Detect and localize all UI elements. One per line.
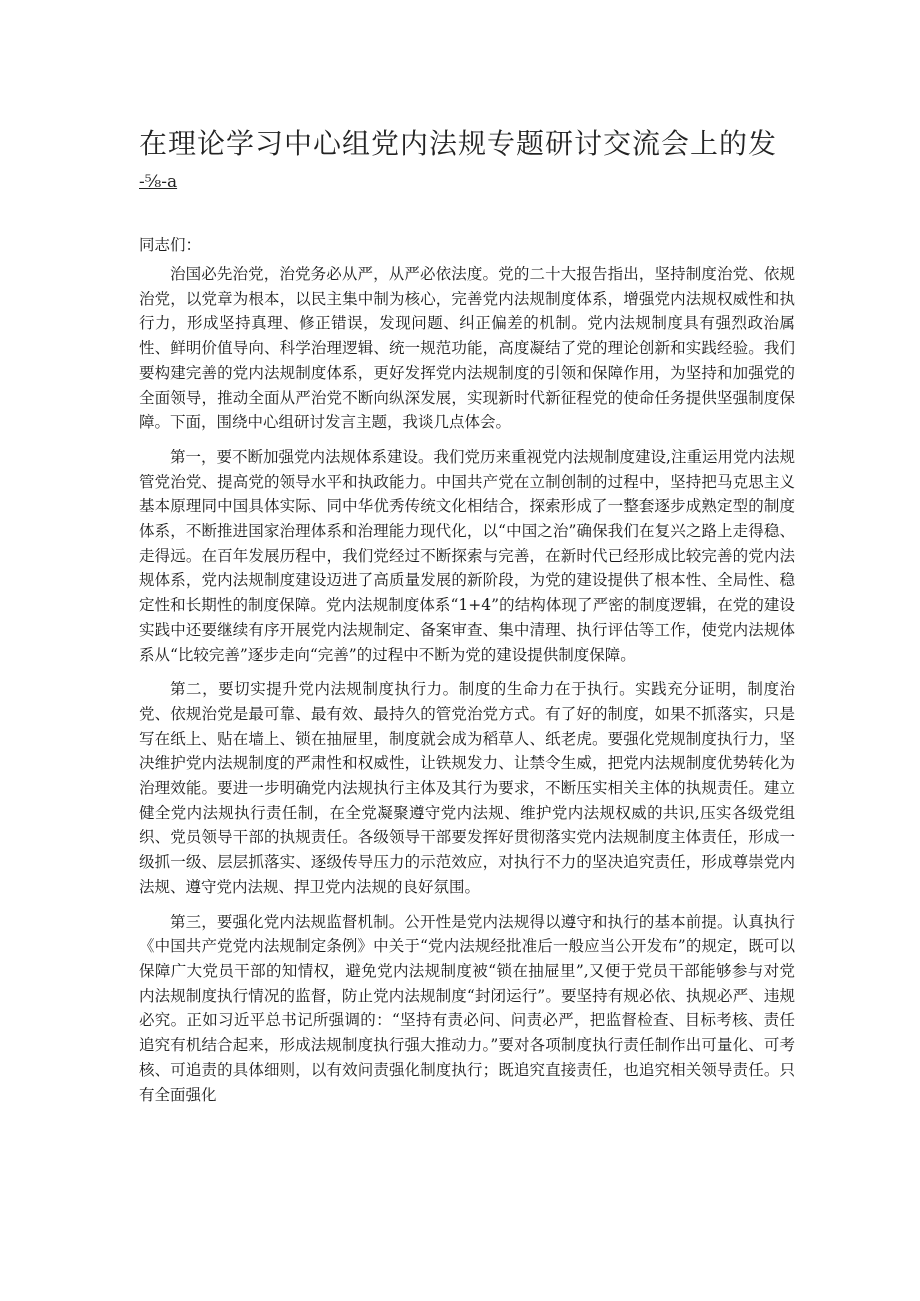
paragraph-third-point: 第三，要强化党内法规监督机制。公开性是党内法规得以遵守和执行的基本前提。认真执行《中国共产党党内法规制定条例》中关于“党内法规经批准后一般应当公开发布”的规定，既可以保障广大党员干部的知情权，避免党内法规制度被“锁在抽屉里”,又便于党员干部能够参与对党内法规制度执行情况的监督，防止党内法规制度“封闭运行”。要坚持有规必依、执规必严、违规必究。正如习近平总书记所强调的：“坚持有责必问、问责必严，把监督检查、目标考核、责任追究有机结合起来，形成法规制度执行强大推动力。”要对各项制度执行责任制作出可量化、可考核、可追责的具体细则，以有效问责强化制度执行；既追究直接责任，也追究相关领导责任。只有全面强化 — [139, 912, 795, 1104]
document-title: 在理论学习中心组党内法规专题研讨交流会上的发 — [139, 127, 778, 160]
paragraph-intro: 治国必先治党，治党务必从严，从严必依法度。党的二十大报告指出，坚持制度治党、依规治党，以党章为根本，以民主集中制为核心，完善党内法规制度体系，增强党内法规权威性和执行力，形成坚持真理、修正错误，发现问题、纠正偏差的机制。党内法规制度具有强烈政治属性、鲜明价值导向、科学治理逻辑、统一规范功能，高度凝结了党的理论创新和实践经验。我们要构建完善的党内法规制度体系，更好发挥党内法规制度的引领和保障作用，为坚持和加强党的全面领导，推动全面从严治党不断向纵深发展，实现新时代新征程党的使命任务提供坚强制度保障。下面，围绕中心组研讨发言主题，我谈几点体会。 — [139, 265, 795, 432]
paragraph-first-point: 第一，要不断加强党内法规体系建设。我们党历来重视党内法规制度建设,注重运用党内法规管党治党、提高党的领导水平和执政能力。中国共产党在立制创制的过程中，坚持把马克思主义基本原理同中国具体实际、同中华优秀传统文化相结合，探索形成了一整套逐步成熟定型的制度体系，不断推进国家治理体系和治理能力现代化，以“中国之治”确保我们在复兴之路上走得稳、走得远。在百年发展历程中，我们党经过不断探索与完善，在新时代已经形成比较完善的党内法规体系，党内法规制度建设迈进了高质量发展的新阶段，为党的建设提供了根本性、全局性、稳定性和长期性的制度保障。党内法规制度体系“1+4”的结构体现了严密的制度逻辑，在党的建设实践中还要继续有序开展党内法规制定、备案审查、集中清理、执行评估等工作，使党内法规体系从“比较完善”逐步走向“完善”的过程中不断为党的建设提供制度保障。 — [139, 447, 795, 664]
document-title-continuation: -⅝-a — [139, 172, 178, 192]
paragraph-second-point: 第二，要切实提升党内法规制度执行力。制度的生命力在于执行。实践充分证明，制度治党、依规治党是最可靠、最有效、最持久的管党治党方式。有了好的制度，如果不抓落实，只是写在纸上、贴在墙上、锁在抽屉里，制度就会成为稻草人、纸老虎。要强化党规制度执行力，坚决维护党内法规制度的严肃性和权威性，让铁规发力、让禁令生威，把党内法规制度优势转化为治理效能。要进一步明确党内法规执行主体及其行为要求，不断压实相关主体的执规责任。建立健全党内法规执行责任制，在全党凝聚遵守党内法规、维护党内法规权威的共识,压实各级党组织、党员领导干部的执规责任。各级领导干部要发挥好贯彻落实党内法规制度主体责任，形成一级抓一级、层层抓落实、逐级传导压力的示范效应，对执行不力的坚决追究责任，形成尊崇党内法规、遵守党内法规、捍卫党内法规的良好氛围。 — [139, 680, 795, 896]
greeting: 同志们： — [139, 236, 202, 254]
body-text — [139, 262, 795, 1117]
